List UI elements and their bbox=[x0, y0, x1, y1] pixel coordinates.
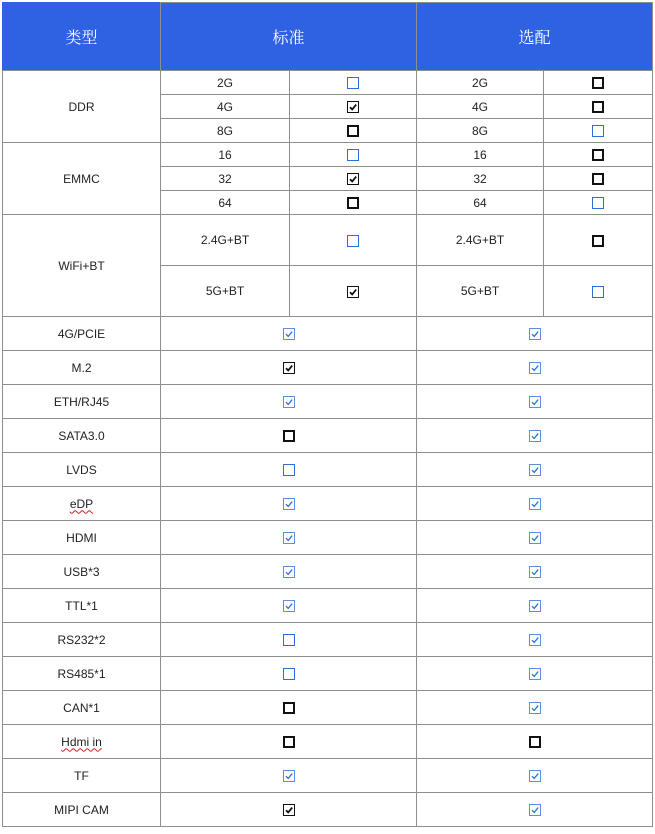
checkbox-icon[interactable] bbox=[592, 77, 604, 89]
feature-opt-cell[interactable] bbox=[417, 453, 653, 487]
checkmark-icon bbox=[284, 771, 294, 781]
checkbox-icon[interactable] bbox=[529, 770, 541, 782]
checkmark-icon bbox=[530, 397, 540, 407]
feature-std-cell[interactable] bbox=[161, 521, 417, 555]
checkmark-icon bbox=[530, 431, 540, 441]
checkmark-path bbox=[532, 638, 538, 643]
checkbox-icon[interactable] bbox=[529, 634, 541, 646]
checkmark-icon bbox=[284, 601, 294, 611]
checkmark-icon bbox=[284, 499, 294, 509]
checkbox-icon[interactable] bbox=[592, 125, 604, 137]
checkmark-path bbox=[532, 706, 538, 711]
checkmark-icon bbox=[284, 805, 294, 815]
checkbox-icon[interactable] bbox=[347, 286, 359, 298]
checkmark-path bbox=[532, 604, 538, 609]
feature-row bbox=[3, 623, 653, 657]
emmc-opt-check-cell[interactable] bbox=[544, 167, 653, 191]
feature-opt-cell[interactable] bbox=[417, 317, 653, 351]
checkbox-icon[interactable] bbox=[283, 566, 295, 578]
feature-opt-cell[interactable] bbox=[417, 487, 653, 521]
checkbox-icon[interactable] bbox=[529, 600, 541, 612]
feature-std-cell[interactable] bbox=[161, 487, 417, 521]
feature-row bbox=[3, 487, 653, 521]
feature-opt-cell[interactable] bbox=[417, 385, 653, 419]
header-row bbox=[3, 3, 653, 71]
feature-std-cell[interactable] bbox=[161, 725, 417, 759]
checkmark-icon bbox=[530, 669, 540, 679]
wifi-std-value: 5G+BT bbox=[161, 266, 290, 317]
checkmark-path bbox=[532, 536, 538, 541]
wifi-opt-value: 2.4G+BT bbox=[417, 215, 544, 266]
checkbox-icon[interactable] bbox=[283, 464, 295, 476]
checkbox-icon[interactable] bbox=[347, 77, 359, 89]
checkbox-icon[interactable] bbox=[283, 634, 295, 646]
feature-std-cell[interactable] bbox=[161, 589, 417, 623]
feature-opt-cell[interactable] bbox=[417, 555, 653, 589]
emmc-std-value: 16 bbox=[161, 143, 290, 167]
feature-opt-cell[interactable] bbox=[417, 623, 653, 657]
checkbox-icon[interactable] bbox=[283, 396, 295, 408]
checkbox-icon[interactable] bbox=[529, 362, 541, 374]
checkbox-icon[interactable] bbox=[592, 286, 604, 298]
feature-label-text: eDP bbox=[69, 496, 94, 511]
checkmark-path bbox=[350, 105, 356, 110]
checkmark-icon bbox=[284, 567, 294, 577]
feature-std-cell[interactable] bbox=[161, 691, 417, 725]
checkmark-icon bbox=[348, 287, 358, 297]
ddr-opt-check-cell[interactable] bbox=[544, 95, 653, 119]
feature-std-cell[interactable] bbox=[161, 317, 417, 351]
feature-label bbox=[3, 487, 161, 521]
feature-label: TTL*1 bbox=[3, 589, 161, 623]
feature-std-cell[interactable] bbox=[161, 657, 417, 691]
checkmark-icon bbox=[530, 533, 540, 543]
feature-opt-cell[interactable] bbox=[417, 691, 653, 725]
checkmark-path bbox=[532, 570, 538, 575]
feature-label: SATA3.0 bbox=[3, 419, 161, 453]
checkbox-icon[interactable] bbox=[529, 566, 541, 578]
checkbox-icon[interactable] bbox=[283, 736, 295, 748]
checkbox-icon[interactable] bbox=[283, 362, 295, 374]
checkbox-icon[interactable] bbox=[592, 235, 604, 247]
feature-label: TF bbox=[3, 759, 161, 793]
wifi-label: WiFi+BT bbox=[3, 215, 161, 317]
checkmark-icon bbox=[530, 805, 540, 815]
checkmark-path bbox=[532, 332, 538, 337]
feature-std-cell[interactable] bbox=[161, 623, 417, 657]
feature-row bbox=[3, 419, 653, 453]
feature-label bbox=[3, 725, 161, 759]
feature-row bbox=[3, 793, 653, 827]
wifi-std-check-cell[interactable] bbox=[290, 215, 417, 266]
checkbox-icon[interactable] bbox=[347, 197, 359, 209]
checkmark-icon bbox=[530, 703, 540, 713]
feature-opt-cell[interactable] bbox=[417, 725, 653, 759]
checkbox-icon[interactable] bbox=[283, 498, 295, 510]
feature-label: CAN*1 bbox=[3, 691, 161, 725]
checkbox-icon[interactable] bbox=[529, 702, 541, 714]
ddr-opt-value: 8G bbox=[417, 119, 544, 143]
feature-label: MIPI CAM bbox=[3, 793, 161, 827]
checkmark-icon bbox=[348, 174, 358, 184]
feature-std-cell[interactable] bbox=[161, 555, 417, 589]
checkmark-path bbox=[286, 536, 292, 541]
checkmark-icon bbox=[284, 397, 294, 407]
feature-label: RS232*2 bbox=[3, 623, 161, 657]
feature-std-cell[interactable] bbox=[161, 759, 417, 793]
checkbox-icon[interactable] bbox=[529, 396, 541, 408]
checkmark-path bbox=[532, 774, 538, 779]
header-optional: 选配 bbox=[417, 3, 653, 71]
checkmark-icon bbox=[284, 329, 294, 339]
wifi-opt-check-cell[interactable] bbox=[544, 215, 653, 266]
checkmark-path bbox=[286, 332, 292, 337]
checkmark-path bbox=[532, 366, 538, 371]
emmc-opt-value: 64 bbox=[417, 191, 544, 215]
checkbox-icon[interactable] bbox=[283, 600, 295, 612]
feature-row bbox=[3, 385, 653, 419]
feature-row bbox=[3, 351, 653, 385]
ddr-std-check-cell[interactable] bbox=[290, 119, 417, 143]
feature-row bbox=[3, 691, 653, 725]
checkbox-icon[interactable] bbox=[347, 173, 359, 185]
emmc-std-value: 32 bbox=[161, 167, 290, 191]
emmc-opt-value: 16 bbox=[417, 143, 544, 167]
checkmark-icon bbox=[284, 533, 294, 543]
checkmark-path bbox=[286, 502, 292, 507]
checkmark-icon bbox=[530, 601, 540, 611]
emmc-std-check-cell[interactable] bbox=[290, 167, 417, 191]
feature-row bbox=[3, 759, 653, 793]
checkmark-path bbox=[286, 808, 292, 813]
emmc-opt-value: 32 bbox=[417, 167, 544, 191]
checkmark-path bbox=[286, 604, 292, 609]
checkbox-icon[interactable] bbox=[283, 770, 295, 782]
feature-std-cell[interactable] bbox=[161, 453, 417, 487]
ddr-std-value: 8G bbox=[161, 119, 290, 143]
checkmark-path bbox=[532, 502, 538, 507]
feature-row bbox=[3, 521, 653, 555]
checkmark-path bbox=[532, 672, 538, 677]
wifi-opt-check-cell[interactable] bbox=[544, 266, 653, 317]
checkbox-icon[interactable] bbox=[283, 804, 295, 816]
feature-opt-cell[interactable] bbox=[417, 521, 653, 555]
checkbox-icon[interactable] bbox=[283, 532, 295, 544]
checkmark-path bbox=[286, 570, 292, 575]
feature-label-text: Hdmi in bbox=[61, 734, 102, 749]
feature-label: M.2 bbox=[3, 351, 161, 385]
checkmark-icon bbox=[348, 102, 358, 112]
checkmark-icon bbox=[530, 329, 540, 339]
checkbox-icon[interactable] bbox=[529, 464, 541, 476]
checkbox-icon[interactable] bbox=[529, 430, 541, 442]
feature-opt-cell[interactable] bbox=[417, 589, 653, 623]
feature-row bbox=[3, 453, 653, 487]
checkmark-icon bbox=[530, 363, 540, 373]
ddr-std-value: 2G bbox=[161, 71, 290, 95]
checkmark-path bbox=[286, 774, 292, 779]
emmc-std-check-cell[interactable] bbox=[290, 191, 417, 215]
checkmark-path bbox=[286, 366, 292, 371]
ddr-std-check-cell[interactable] bbox=[290, 71, 417, 95]
feature-opt-cell[interactable] bbox=[417, 793, 653, 827]
checkbox-icon[interactable] bbox=[529, 736, 541, 748]
ddr-opt-check-cell[interactable] bbox=[544, 71, 653, 95]
emmc-row-1 bbox=[3, 143, 653, 167]
checkmark-path bbox=[286, 400, 292, 405]
emmc-opt-check-cell[interactable] bbox=[544, 143, 653, 167]
wifi-std-value: 2.4G+BT bbox=[161, 215, 290, 266]
feature-std-cell[interactable] bbox=[161, 385, 417, 419]
emmc-std-value: 64 bbox=[161, 191, 290, 215]
checkbox-icon[interactable] bbox=[592, 149, 604, 161]
emmc-label: EMMC bbox=[3, 143, 161, 215]
checkbox-icon[interactable] bbox=[347, 125, 359, 137]
ddr-std-value: 4G bbox=[161, 95, 290, 119]
feature-row bbox=[3, 589, 653, 623]
feature-std-cell[interactable] bbox=[161, 793, 417, 827]
wifi-opt-value: 5G+BT bbox=[417, 266, 544, 317]
feature-label: ETH/RJ45 bbox=[3, 385, 161, 419]
ddr-opt-value: 2G bbox=[417, 71, 544, 95]
feature-std-cell[interactable] bbox=[161, 419, 417, 453]
feature-row bbox=[3, 317, 653, 351]
checkbox-icon[interactable] bbox=[347, 235, 359, 247]
checkbox-icon[interactable] bbox=[283, 702, 295, 714]
checkbox-icon[interactable] bbox=[529, 532, 541, 544]
feature-opt-cell[interactable] bbox=[417, 759, 653, 793]
feature-row bbox=[3, 555, 653, 589]
wifi-row-1 bbox=[3, 215, 653, 266]
checkbox-icon[interactable] bbox=[592, 101, 604, 113]
checkbox-icon[interactable] bbox=[347, 149, 359, 161]
wifi-std-check-cell[interactable] bbox=[290, 266, 417, 317]
feature-std-cell[interactable] bbox=[161, 351, 417, 385]
checkmark-icon bbox=[284, 363, 294, 373]
checkbox-icon[interactable] bbox=[529, 804, 541, 816]
emmc-std-check-cell[interactable] bbox=[290, 143, 417, 167]
header-type: 类型 bbox=[3, 3, 161, 71]
ddr-opt-check-cell[interactable] bbox=[544, 119, 653, 143]
ddr-row-1 bbox=[3, 71, 653, 95]
checkbox-icon[interactable] bbox=[592, 197, 604, 209]
header-standard: 标准 bbox=[161, 3, 417, 71]
checkbox-icon[interactable] bbox=[592, 173, 604, 185]
ddr-std-check-cell[interactable] bbox=[290, 95, 417, 119]
checkmark-icon bbox=[530, 635, 540, 645]
spec-table bbox=[2, 2, 653, 827]
emmc-opt-check-cell[interactable] bbox=[544, 191, 653, 215]
checkmark-icon bbox=[530, 567, 540, 577]
checkmark-path bbox=[350, 177, 356, 182]
checkmark-path bbox=[350, 289, 356, 294]
checkbox-icon[interactable] bbox=[283, 430, 295, 442]
feature-opt-cell[interactable] bbox=[417, 351, 653, 385]
checkbox-icon[interactable] bbox=[529, 668, 541, 680]
feature-opt-cell[interactable] bbox=[417, 419, 653, 453]
checkmark-icon bbox=[530, 499, 540, 509]
feature-label: LVDS bbox=[3, 453, 161, 487]
checkmark-icon bbox=[530, 771, 540, 781]
feature-label: 4G/PCIE bbox=[3, 317, 161, 351]
feature-label: USB*3 bbox=[3, 555, 161, 589]
feature-row bbox=[3, 657, 653, 691]
ddr-opt-value: 4G bbox=[417, 95, 544, 119]
checkmark-path bbox=[532, 400, 538, 405]
feature-row bbox=[3, 725, 653, 759]
feature-label: HDMI bbox=[3, 521, 161, 555]
feature-label: RS485*1 bbox=[3, 657, 161, 691]
checkbox-icon[interactable] bbox=[347, 101, 359, 113]
checkmark-path bbox=[532, 808, 538, 813]
feature-opt-cell[interactable] bbox=[417, 657, 653, 691]
ddr-label: DDR bbox=[3, 71, 161, 143]
checkbox-icon[interactable] bbox=[283, 668, 295, 680]
checkbox-icon[interactable] bbox=[529, 498, 541, 510]
checkbox-icon[interactable] bbox=[283, 328, 295, 340]
checkmark-path bbox=[532, 434, 538, 439]
checkmark-icon bbox=[530, 465, 540, 475]
checkbox-icon[interactable] bbox=[529, 328, 541, 340]
checkmark-path bbox=[532, 468, 538, 473]
